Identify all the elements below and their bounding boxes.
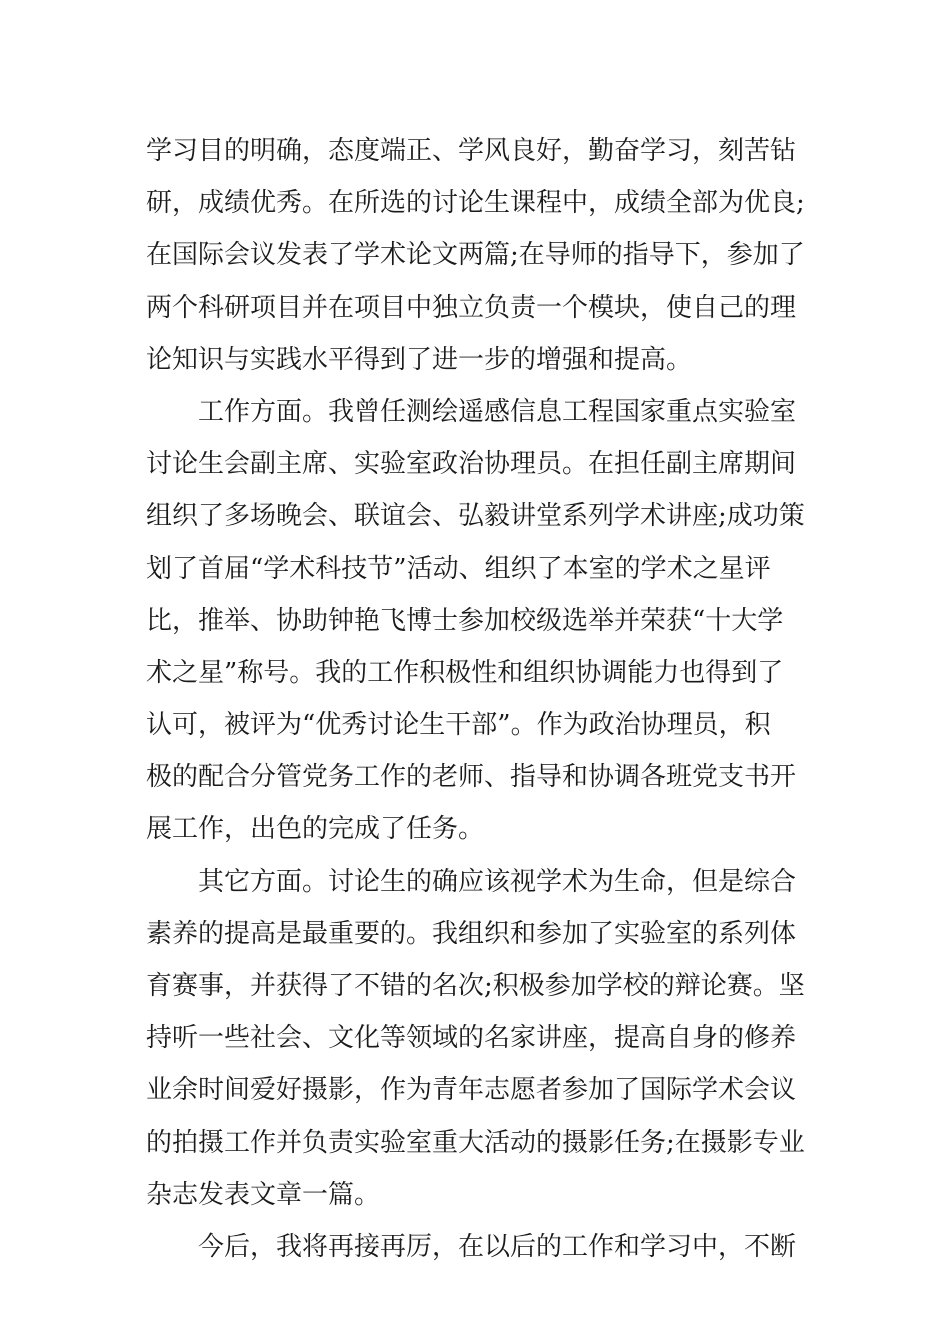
text-line: 极的配合分管党务工作的老师、指导和协调各班党支书开 [146, 762, 797, 793]
text-line: 持听一些社会、文化等领域的名家讲座，提高自身的修养 [146, 1023, 797, 1054]
paragraph-first-line-other: 其它方面。讨论生的确应该视学术为生命，但是综合 [198, 866, 797, 897]
text-line: 学习目的明确，态度端正、学风良好，勤奋学习，刻苦钻 [146, 136, 797, 166]
text-line: 育赛事，并获得了不错的名次;积极参加学校的辩论赛。坚 [146, 971, 805, 1001]
text-line: 业余时间爱好摄影，作为青年志愿者参加了国际学术会议 [146, 1075, 797, 1106]
text-line: 杂志发表文章一篇。 [146, 1179, 381, 1210]
text-line: 论知识与实践水平得到了进一步的增强和提高。 [146, 344, 693, 375]
text-line: 在国际会议发表了学术论文两篇;在导师的指导下，参加了 [146, 240, 805, 271]
text-line: 讨论生会副主席、实验室政治协理员。在担任副主席期间 [146, 449, 797, 480]
text-line: 展工作，出色的完成了任务。 [146, 814, 485, 845]
paragraph-first-line-future: 今后，我将再接再厉，在以后的工作和学习中，不断 [198, 1231, 797, 1262]
paragraph-first-line-work: 工作方面。我曾任测绘遥感信息工程国家重点实验室 [198, 396, 797, 427]
body-text [146, 125, 808, 1273]
text-line: 划了首届“学术科技节”活动、组织了本室的学术之星评 [146, 553, 771, 584]
text-line: 认可，被评为“优秀讨论生干部”。作为政治协理员，积 [146, 710, 771, 741]
text-line: 比，推举、协助钟艳飞博士参加校级选举并荣获“十大学 [146, 605, 784, 636]
text-line: 的拍摄工作并负责实验室重大活动的摄影任务;在摄影专业 [146, 1127, 805, 1158]
text-line: 研，成绩优秀。在所选的讨论生课程中，成绩全部为优良; [146, 188, 805, 219]
text-line: 素养的提高是最重要的。我组织和参加了实验室的系列体 [146, 918, 797, 949]
text-line: 两个科研项目并在项目中独立负责一个模块，使自己的理 [146, 292, 797, 323]
text-line: 组织了多场晚会、联谊会、弘毅讲堂系列学术讲座;成功策 [146, 501, 805, 532]
text-line: 术之星”称号。我的工作积极性和组织协调能力也得到了 [146, 657, 784, 688]
